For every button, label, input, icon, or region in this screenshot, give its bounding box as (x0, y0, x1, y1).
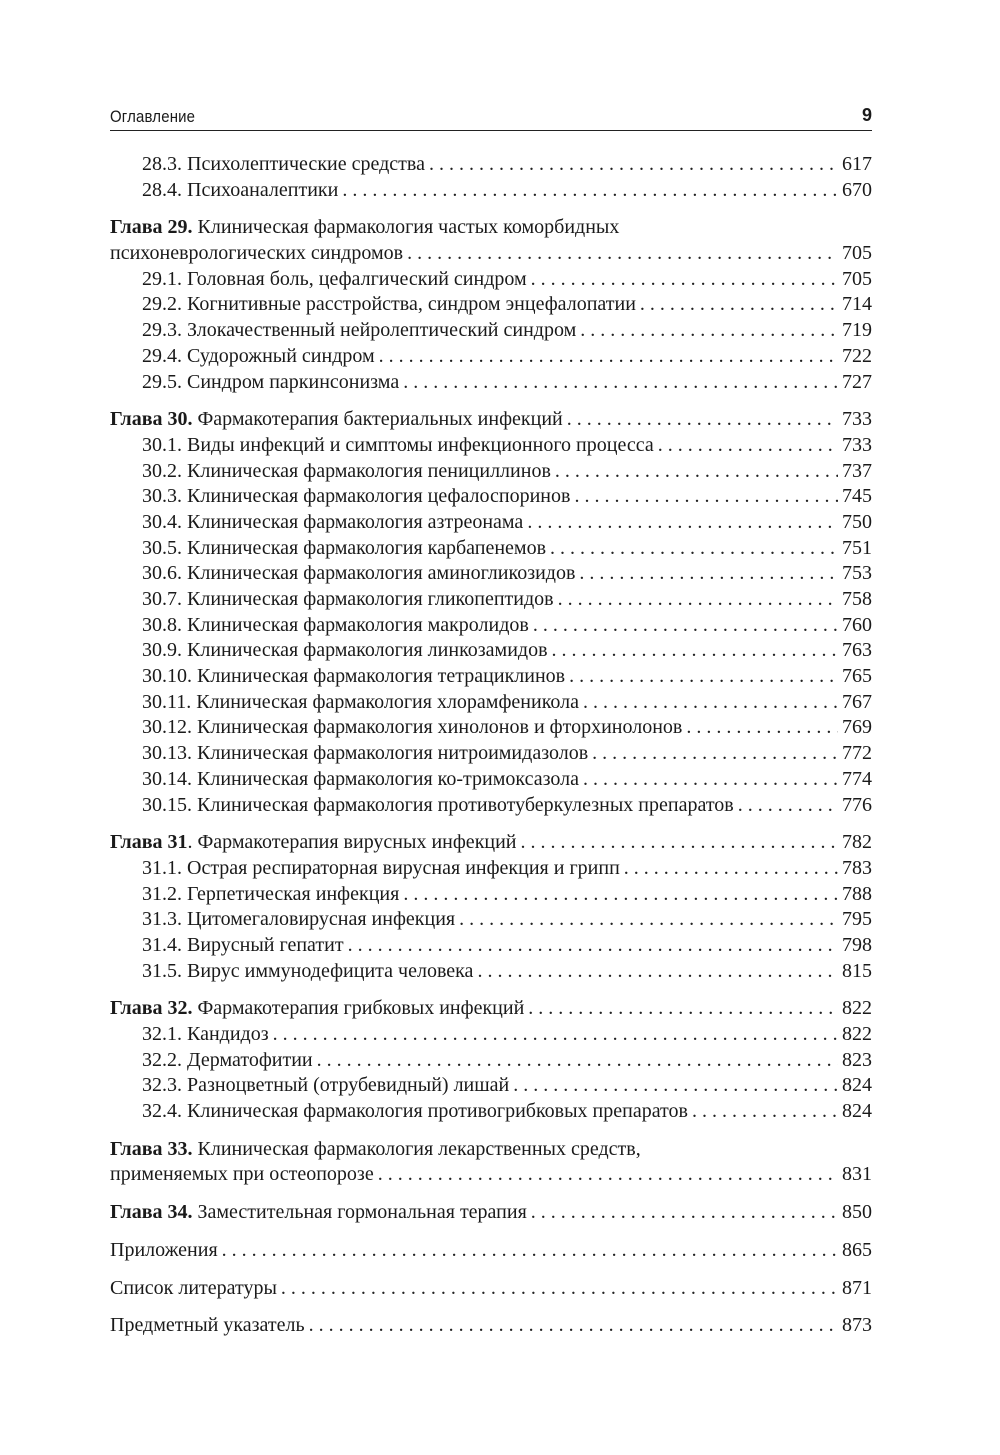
toc-entry-text: 30.1. Виды инфекций и симптомы инфекционного процесса (142, 433, 654, 456)
toc-subsection-entry[interactable] (110, 561, 872, 587)
dot-leader (338, 178, 838, 204)
toc-entry-title (110, 1276, 277, 1302)
toc-subsection-entry[interactable] (110, 267, 872, 293)
section-gap (110, 1301, 872, 1313)
chapter-number: Глава 31 (110, 831, 188, 854)
dot-leader (527, 267, 838, 293)
dot-leader (425, 152, 838, 178)
toc-page-number: 783 (842, 856, 872, 879)
toc-page-number: 824 (842, 1100, 872, 1123)
toc-page-number: 765 (842, 665, 872, 688)
toc-page-number: 670 (842, 178, 872, 201)
toc-page-number: 795 (842, 908, 872, 931)
dot-leader (218, 1238, 838, 1264)
dot-leader (579, 690, 838, 716)
toc-page-number: 750 (842, 510, 872, 533)
toc-page-number: 788 (842, 882, 872, 905)
section-gap (110, 1264, 872, 1276)
toc-entry-title (142, 178, 338, 204)
toc-page-number: 769 (842, 716, 872, 739)
dot-leader (620, 856, 838, 882)
toc-page-number: 798 (842, 933, 872, 956)
toc-page-number: 733 (842, 408, 872, 431)
toc-entry-text: 32.1. Кандидоз (142, 1023, 269, 1045)
toc-page-number: 822 (842, 1023, 872, 1045)
toc-subsection-entry[interactable] (110, 370, 872, 396)
toc-page-number: 705 (842, 267, 872, 290)
dot-leader (517, 830, 838, 856)
toc-entry[interactable] (110, 1276, 872, 1302)
toc-chapter-entry[interactable] (110, 1137, 872, 1163)
dot-leader (576, 318, 838, 344)
toc-page-number: 714 (842, 293, 872, 316)
dot-leader (546, 536, 838, 562)
dot-leader (563, 407, 838, 433)
dot-leader (551, 459, 838, 485)
toc-entry-text: Клиническая фармакология лекарственных средств, (192, 1137, 641, 1160)
toc-entry-title (110, 407, 563, 433)
toc-entry-title (142, 152, 425, 178)
toc-entry-text: Фармакотерапия грибковых инфекций (192, 997, 525, 1020)
toc-entry-title (142, 793, 734, 819)
toc-entry-text: 32.4. Клиническая фармакология противогрибковых препаратов (142, 1100, 688, 1123)
toc-subsection-entry[interactable] (110, 318, 872, 344)
toc-page-number: 758 (842, 588, 872, 610)
section-gap (110, 1125, 872, 1137)
toc-entry-text: психоневрологических синдромов (110, 242, 404, 265)
toc-entry-text: Список литературы (110, 1276, 277, 1299)
toc-chapter-entry[interactable] (110, 830, 872, 856)
toc-page-number: 782 (842, 831, 872, 854)
toc-subsection-entry[interactable] (110, 664, 872, 690)
toc-entry-title (142, 344, 375, 370)
toc-entry-text: 30.4. Клиническая фармакология азтреонама (142, 510, 524, 533)
dot-leader (277, 1276, 838, 1302)
toc-entry-text: 29.5. Синдром паркинсонизма (142, 370, 400, 393)
dot-leader (688, 1099, 838, 1125)
toc-entry-title (142, 587, 554, 613)
toc-entry-text: Приложения (110, 1238, 218, 1261)
toc-page-number: 774 (842, 767, 872, 790)
dot-leader (575, 561, 838, 587)
toc-entry-text: 31.2. Герпетическая инфекция (142, 882, 400, 905)
toc-chapter-entry[interactable] (110, 215, 872, 241)
chapter-number: Глава 32. (110, 997, 193, 1020)
dot-leader (313, 1048, 838, 1074)
toc-entry-title (110, 1313, 305, 1339)
dot-leader (473, 959, 838, 985)
toc-entry-text: 29.2. Когнитивные расстройства, синдром энцефалопатии (142, 293, 636, 316)
toc-entry-text: Клиническая фармакология частых коморбидных (192, 216, 620, 239)
toc-entry-text: 30.10. Клиническая фармакология тетрациклинов (142, 665, 566, 688)
toc-page-number: 823 (842, 1048, 872, 1071)
toc-entry-title (142, 613, 529, 639)
toc-entry-title (142, 292, 636, 318)
toc-page-number: 850 (842, 1201, 872, 1224)
toc-entry-text: 32.3. Разноцветный (отрубевидный) лишай (142, 1074, 510, 1097)
toc-page-number: 617 (842, 153, 872, 175)
toc-entry-text: Заместительная гормональная терапия (192, 1201, 527, 1224)
toc-entry-text: 30.9. Клиническая фармакология линкозамидов (142, 639, 548, 662)
toc-entry-title (142, 1048, 313, 1074)
toc-subsection-entry[interactable] (110, 959, 872, 985)
toc-entry-title (142, 433, 654, 459)
section-gap (110, 1188, 872, 1200)
toc-entry-text: 29.1. Головная боль, цефалгический синдром (142, 267, 527, 290)
toc-chapter-entry[interactable] (110, 1200, 872, 1226)
section-gap (110, 984, 872, 996)
toc-entry-text: 28.3. Психолептические средства (142, 153, 425, 175)
toc-subsection-entry[interactable] (110, 767, 872, 793)
toc-entry-title (142, 664, 565, 690)
dot-leader (403, 241, 838, 267)
toc-entry-text: 30.2. Клиническая фармакология пенициллинов (142, 459, 551, 482)
toc-entry-title (142, 715, 682, 741)
section-gap (110, 818, 872, 830)
dot-leader (588, 741, 838, 767)
toc-subsection-entry[interactable] (110, 638, 872, 664)
toc-page-number: 763 (842, 639, 872, 662)
toc-subsection-entry[interactable] (110, 459, 872, 485)
toc-entry-title (142, 856, 620, 882)
toc-page-number: 753 (842, 562, 872, 585)
toc-entry-text: 30.13. Клиническая фармакология нитроимидазолов (142, 742, 589, 765)
toc-subsection-entry[interactable] (110, 433, 872, 459)
toc-entry-title (142, 690, 579, 716)
toc-page-number: 705 (842, 242, 872, 265)
toc-page-number: 727 (842, 370, 872, 393)
dot-leader (399, 370, 838, 396)
toc-entry-title (142, 638, 548, 664)
dot-leader (548, 638, 838, 664)
toc-subsection-entry[interactable] (110, 536, 872, 562)
toc-entry[interactable] (110, 1238, 872, 1264)
dot-leader (734, 793, 838, 819)
dot-leader (529, 613, 838, 639)
toc-page-number: 719 (842, 319, 872, 342)
toc-page-number: 760 (842, 613, 872, 636)
toc-entry-title (142, 1099, 688, 1125)
toc-chapter-entry[interactable] (110, 407, 872, 433)
dot-leader (527, 1200, 838, 1226)
toc-entry-text: 31.5. Вирус иммунодефицита человека (142, 959, 474, 982)
dot-leader (524, 996, 838, 1022)
toc-entry-title (142, 741, 588, 767)
toc-entry-title (142, 370, 399, 396)
toc-entry[interactable] (110, 1313, 872, 1339)
toc-subsection-entry[interactable] (110, 587, 872, 613)
running-header (110, 104, 872, 131)
toc-entry-text: 30.7. Клиническая фармакология гликопептидов (142, 588, 554, 610)
toc-subsection-entry[interactable] (110, 715, 872, 741)
chapter-number: Глава 30. (110, 408, 193, 431)
toc-entry-title (142, 1073, 509, 1099)
dot-leader (654, 433, 838, 459)
toc-subsection-entry[interactable] (110, 741, 872, 767)
toc-entry-title (142, 510, 523, 536)
toc-entry-text: 32.2. Дерматофитии (142, 1048, 313, 1071)
toc-page-number: 873 (842, 1314, 872, 1337)
toc-entry-title (142, 959, 473, 985)
toc-subsection-entry[interactable] (110, 178, 872, 204)
toc-page-number: 733 (842, 433, 872, 456)
dot-leader (269, 1022, 838, 1048)
toc-subsection-entry[interactable] (110, 793, 872, 819)
toc-entry-text: 30.12. Клиническая фармакология хинолонов и фторхинолонов (142, 716, 683, 739)
toc-entry-title (142, 536, 546, 562)
section-gap (110, 395, 872, 407)
dot-leader (570, 484, 838, 510)
toc-subsection-entry[interactable] (110, 1099, 872, 1125)
toc-entry-text: 30.8. Клиническая фармакология макролидов (142, 613, 529, 636)
toc-entry-text: 30.11. Клиническая фармакология хлорамфеникола (142, 690, 579, 713)
toc-entry[interactable] (110, 1162, 872, 1188)
toc-entry-text: 29.4. Судорожный синдром (142, 344, 375, 367)
toc-page-number: 871 (842, 1276, 872, 1299)
toc-entry[interactable] (110, 241, 872, 267)
toc-entry-title (142, 561, 575, 587)
chapter-number: Глава 33. (110, 1137, 193, 1160)
toc-page-number: 865 (842, 1238, 872, 1261)
toc-entry-title (142, 267, 527, 293)
toc-entry-title (110, 1162, 374, 1188)
toc-subsection-entry[interactable] (110, 510, 872, 536)
toc-entry-title (110, 830, 517, 856)
toc-entry-title (142, 907, 455, 933)
page-number: 9 (861, 105, 872, 125)
toc-subsection-entry[interactable] (110, 484, 872, 510)
toc-page-number: 831 (842, 1163, 872, 1186)
toc-subsection-entry[interactable] (110, 933, 872, 959)
toc-entry-text: . Фармакотерапия вирусных инфекций (187, 831, 517, 854)
toc-entry-text: 30.14. Клиническая фармакология ко-тримоксазола (142, 767, 579, 790)
dot-leader (682, 715, 838, 741)
toc-subsection-entry[interactable] (110, 856, 872, 882)
dot-leader (523, 510, 838, 536)
dot-leader (375, 344, 838, 370)
toc-entry-title (142, 459, 551, 485)
toc-entry-text: 29.3. Злокачественный нейролептический синдром (142, 319, 577, 342)
toc-entry-text: 28.4. Психоаналептики (142, 178, 339, 201)
dot-leader (509, 1073, 838, 1099)
toc-page-number: 772 (842, 742, 872, 765)
dot-leader (636, 292, 838, 318)
running-header-title: Оглавление (110, 107, 196, 126)
toc-page-number: 822 (842, 997, 872, 1020)
toc-entry-text: 30.3. Клиническая фармакология цефалоспоринов (142, 485, 571, 508)
toc-entry-title (110, 1200, 527, 1226)
toc-page-number: 722 (842, 344, 872, 367)
toc-page-number: 751 (842, 536, 872, 559)
toc-entry-title (110, 1138, 641, 1160)
dot-leader (399, 882, 838, 908)
toc-entry-title (110, 241, 403, 267)
section-gap (110, 203, 872, 215)
chapter-number: Глава 34. (110, 1201, 193, 1224)
toc-chapter-entry[interactable] (110, 996, 872, 1022)
toc-page-number: 745 (842, 485, 872, 508)
toc-subsection-entry[interactable] (110, 613, 872, 639)
dot-leader (579, 767, 838, 793)
toc-entry-text: 30.15. Клиническая фармакология противотуберкулезных препаратов (142, 793, 734, 816)
dot-leader (344, 933, 838, 959)
toc-subsection-entry[interactable] (110, 344, 872, 370)
toc-subsection-entry[interactable] (110, 690, 872, 716)
toc-entry-text: 31.3. Цитомегаловирусная инфекция (142, 908, 456, 931)
toc-entry-title (110, 996, 524, 1022)
dot-leader (374, 1162, 838, 1188)
toc-page-number: 767 (842, 690, 872, 713)
dot-leader (554, 587, 838, 613)
toc-entry-title (142, 882, 399, 908)
dot-leader (455, 907, 838, 933)
toc-subsection-entry[interactable] (110, 292, 872, 318)
chapter-number: Глава 29. (110, 216, 193, 239)
toc-subsection-entry[interactable] (110, 882, 872, 908)
toc-entry-text: 30.6. Клиническая фармакология аминогликозидов (142, 562, 576, 585)
toc-entry-title (110, 1238, 218, 1264)
dot-leader (305, 1313, 838, 1339)
toc-entry-text: применяемых при остеопорозе (110, 1163, 374, 1186)
toc-entry-title (142, 484, 570, 510)
toc-entry-text: 31.4. Вирусный гепатит (142, 933, 344, 956)
toc-page-number: 824 (842, 1074, 872, 1097)
toc-entry-text: Фармакотерапия бактериальных инфекций (192, 408, 563, 431)
toc-entry-title (142, 1022, 269, 1048)
toc-subsection-entry[interactable] (110, 1022, 872, 1048)
toc-entry-text: 31.1. Острая респираторная вирусная инфекция и грипп (142, 856, 620, 879)
toc-page-number: 776 (842, 793, 872, 816)
toc-subsection-entry[interactable] (110, 1073, 872, 1099)
dot-leader (565, 664, 838, 690)
toc-entry-text: Предметный указатель (110, 1314, 305, 1337)
section-gap (110, 1226, 872, 1238)
toc-page-number: 815 (842, 959, 872, 982)
toc-entry-title (110, 216, 619, 238)
toc-subsection-entry[interactable] (110, 907, 872, 933)
toc-entry-title (142, 767, 579, 793)
toc-entry-title (142, 318, 576, 344)
table-of-contents (110, 152, 872, 1339)
toc-subsection-entry[interactable] (110, 1048, 872, 1074)
toc-entry-title (142, 933, 344, 959)
toc-subsection-entry[interactable] (110, 152, 872, 178)
toc-page-number: 737 (842, 459, 872, 482)
toc-entry-text: 30.5. Клиническая фармакология карбапенемов (142, 536, 547, 559)
